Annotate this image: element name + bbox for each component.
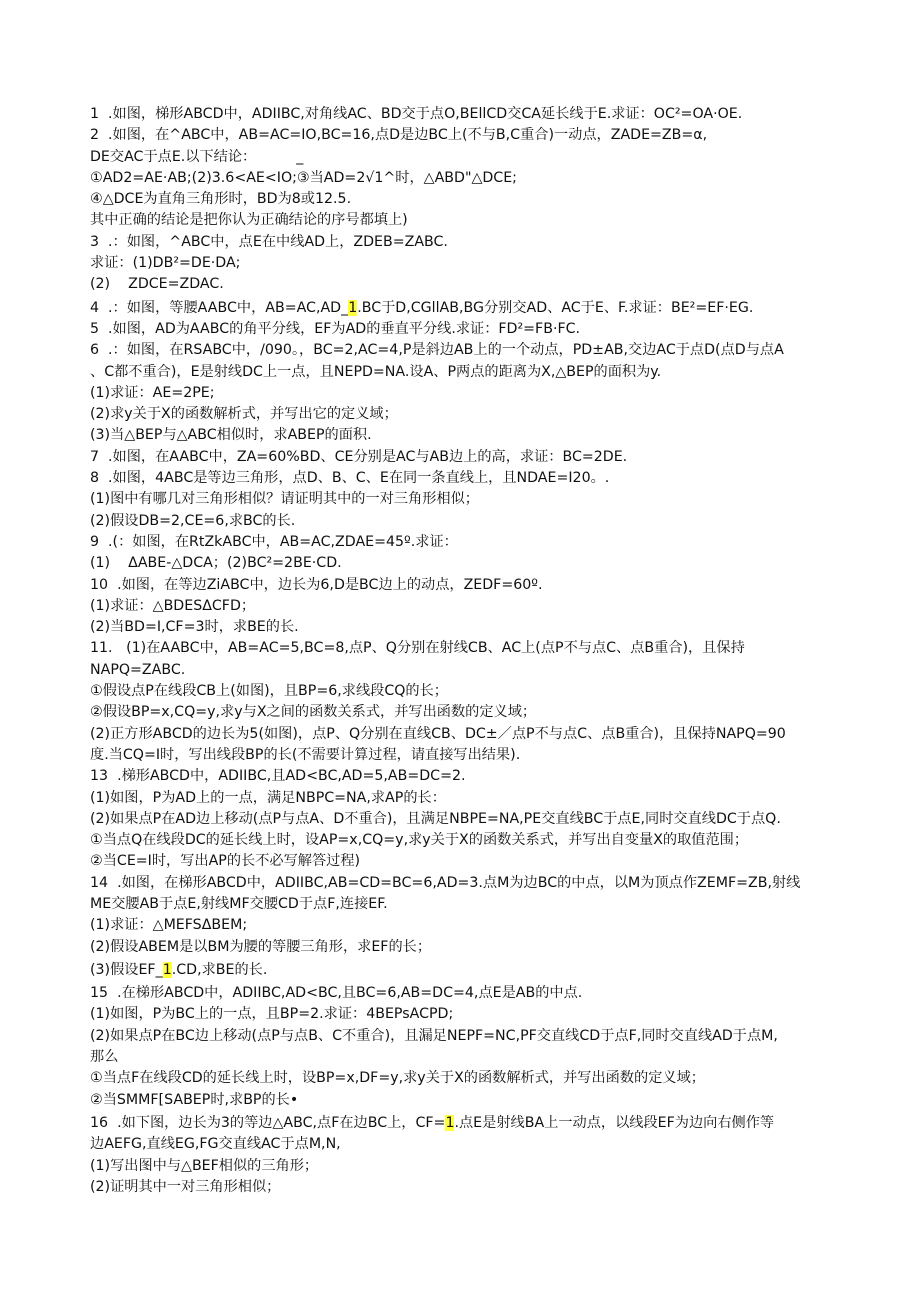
line-text: 边AEFG,直线EG,FG交直线AC于点M,N, <box>90 1136 341 1153</box>
line-text: 14 .如图，在梯形ABCD中，ADIIBC,AB=CD=BC=6,AD=3.点M为边BC的中点，以M为顶点作ZEMF=ZB,射线 <box>90 874 801 891</box>
text-line <box>90 745 860 766</box>
line-text: 2 .如图，在^ABC中，AB=AC=IO,BC=16,点D是边BC上(不与B,C重合)一动点，ZADE=ZB=α, <box>90 127 708 144</box>
line-text: 、C都不重合)，E是射线DC上一点，且NEPD=NA.设A、P两点的距离为X,△BEP的面积为y. <box>90 363 662 380</box>
text-line <box>90 724 860 745</box>
line-text: 7 .如图，在AABC中，ZA=60%BD、CE分别是AC与AB边上的高，求证：BC=2DE. <box>90 448 628 465</box>
line-text: ④△DCE为直角三角形时，BD为8或12.5. <box>90 191 352 208</box>
text-line <box>90 1047 860 1068</box>
line-text: (2) ZDCE=ZDAC. <box>90 276 224 293</box>
highlighted-text: 1 <box>348 299 358 316</box>
line-text: (2)如果点P在AD边上移动(点P与点A、D不重合)，且满足NBPE=NA,PE交直线BC于点E,同时交直线DC于点Q. <box>90 810 781 827</box>
text-line <box>90 168 860 189</box>
line-text: ②假设BP=x,CQ=y,求y与X之间的函数关系式，并写出函数的定义域； <box>90 704 537 721</box>
line-text: (1)写出图中与△BEF相似的三角形； <box>90 1157 319 1174</box>
text-line <box>90 404 860 425</box>
line-text: (2)假设DB=2,CE=6,求BC的长. <box>90 512 296 529</box>
text-line <box>90 1004 860 1025</box>
line-text: (1)求证：△BDESΔCFD； <box>90 597 256 614</box>
text-line <box>90 638 860 659</box>
line-text: 6 .：如图，在RSABC中，/090。，BC=2,AC=4,P是斜边AB上的一个动点，PD±AB,交边AC于点D(点D与点A <box>90 342 784 359</box>
line-text: (2)假设ABEM是以BM为腰的等腰三角形，求EF的长； <box>90 938 432 955</box>
line-text: ①当点F在线段CD的延长线上时，设BP=x,DF=y,求y关于X的函数解析式，并写出函数的定义域； <box>90 1070 705 1087</box>
problem-list <box>90 104 860 1198</box>
line-text: (1)如图，P为AD上的一点，满足NBPC=NA,求AP的长： <box>90 789 446 806</box>
text-line <box>90 681 860 702</box>
line-text: 11. (1)在AABC中，AB=AC=5,BC=8,点P、Q分别在射线CB、AC上(点P不与点C、点B重合)，且保持 <box>90 640 745 657</box>
text-line <box>90 894 860 915</box>
line-text: 度.当CQ=I时，写出线段BP的长(不需要计算过程，请直接写出结果). <box>90 746 521 763</box>
text-line <box>90 232 860 253</box>
text-line <box>90 830 860 851</box>
text-line <box>90 851 860 872</box>
text-line <box>90 1090 860 1111</box>
line-text: (2)求y关于X的函数解析式，并写出它的定义域； <box>90 406 398 423</box>
line-text: 求证：(1)DB²=DE·DA; <box>90 255 241 272</box>
text-line <box>90 425 860 446</box>
text-line <box>90 274 860 295</box>
text-line <box>90 340 860 361</box>
line-text: ME交腰AB于点E,射线MF交腰CD于点F,连接EF. <box>90 895 388 912</box>
line-text: 3 .：如图，^ABC中，点E在中线AD上，ZDEB=ZABC. <box>90 233 448 250</box>
line-text: 那么 <box>90 1049 119 1066</box>
line-text: (2)证明其中一对三角形相似； <box>90 1178 281 1195</box>
text-line <box>90 873 860 894</box>
text-line <box>90 1134 860 1155</box>
line-text: (1)求证：△MEFSΔBEM; <box>90 917 248 934</box>
line-text: .点E是射线BA上一动点，以线段EF为边向右侧作等 <box>454 1114 775 1131</box>
line-text: DE交AC于点E.以下结论： <box>90 148 257 165</box>
line-text: 9 .(：如图，在RtZkABC中，AB=AC,ZDAE=45º.求证： <box>90 533 458 550</box>
line-text: 16 .如下图，边长为3的等边△ABC,点F在边BC上，CF= <box>90 1114 446 1131</box>
text-line <box>90 596 860 617</box>
text-line <box>90 532 860 553</box>
text-line <box>90 189 860 210</box>
line-text: (1) ΔABE-△DCA；(2)BC²=2BE·CD. <box>90 555 342 572</box>
line-text: ①当点Q在线段DC的延长线上时，设AP=x,CQ=y,求y关于X的函数关系式，并写出自变量X的取值范围； <box>90 832 749 849</box>
text-line <box>90 147 860 168</box>
text-line <box>90 809 860 830</box>
line-text: .BC于D,CGllAB,BG分别交AD、AC于E、F.求证：BE²=EF·EG. <box>357 299 754 316</box>
line-text: (2)正方形ABCD的边长为5(如图)，点P、Q分别在直线CB、DC±／点P不与点C、点B重合)，且保持NAPQ=90 <box>90 725 786 742</box>
text-line <box>90 468 860 489</box>
text-line <box>90 104 860 125</box>
line-text: 8 .如图，4ABC是等边三角形，点D、B、C、E在同一条直线上，且NDAE=I20。. <box>90 470 610 487</box>
text-line <box>90 253 860 274</box>
text-line <box>90 660 860 681</box>
text-line <box>90 702 860 723</box>
line-text: NAPQ=ZABC. <box>90 661 186 678</box>
highlighted-text: 1 <box>162 961 172 978</box>
highlighted-text: 1 <box>445 1114 455 1131</box>
text-line <box>90 788 860 809</box>
text-line <box>90 383 860 404</box>
line-text: (2)当BD=I,CF=3时，求BE的长. <box>90 619 299 636</box>
text-line <box>90 1026 860 1047</box>
text-line <box>90 575 860 596</box>
line-text: .CD,求BE的长. <box>171 961 268 978</box>
line-text: ①假设点P在线段CB上(如图)，且BP=6,求线段CQ的长； <box>90 683 448 700</box>
line-text: ②当CE=I时，写出AP的长不必写解答过程) <box>90 853 361 870</box>
line-text: 15 .在梯形ABCD中，ADIIBC,AD<BC,且BC=6,AB=DC=4,点E是AB的中点. <box>90 985 583 1002</box>
text-line <box>90 1113 860 1134</box>
text-line <box>90 617 860 638</box>
text-line <box>90 362 860 383</box>
line-text: (1)求证：AE=2PE; <box>90 384 215 401</box>
line-text: 1 .如图，梯形ABCD中，ADIIBC,对角线AC、BD交于点O,BEllCD交CA延长线于E.求证：OC²=OA·OE. <box>90 106 743 122</box>
text-line <box>90 553 860 574</box>
line-text: ①AD2=AE·AB;(2)3.6<AE<IO;③当AD=2√1^时，△ABD"△DCE; <box>90 169 517 186</box>
text-line <box>90 447 860 468</box>
line-text: ②当SMMF[SABEP时,求BP的长• <box>90 1091 299 1108</box>
stray-mark: _ <box>296 148 304 165</box>
text-line <box>90 210 860 231</box>
text-line <box>90 983 860 1004</box>
text-line <box>90 1177 860 1198</box>
text-line <box>90 298 860 319</box>
text-line <box>90 489 860 510</box>
line-text: 13 .梯形ABCD中，ADIIBC,且AD<BC,AD=5,AB=DC=2. <box>90 768 466 785</box>
line-text: 4 .：如图，等腰AABC中，AB=AC,AD_ <box>90 299 349 316</box>
text-line <box>90 915 860 936</box>
text-line <box>90 766 860 787</box>
text-line <box>90 960 860 981</box>
line-text: (3)当△BEP与△ABC相似时，求ABEP的面积. <box>90 427 372 444</box>
line-text: (3)假设EF_ <box>90 961 163 978</box>
line-text: 5 .如图，AD为AABC的角平分线，EF为AD的垂直平分线.求证：FD²=FB·FC. <box>90 320 581 337</box>
text-line <box>90 1156 860 1177</box>
line-text: (2)如果点P在BC边上移动(点P与点B、C不重合)，且漏足NEPF=NC,PF交直线CD于点F,同时交直线AD于点M, <box>90 1027 778 1044</box>
text-line <box>90 319 860 340</box>
text-line <box>90 511 860 532</box>
line-text: (1)如图，P为BC上的一点，且BP=2.求证：4BEPsACPD; <box>90 1006 454 1023</box>
text-line <box>90 125 860 146</box>
line-text: 其中正确的结论是把你认为正确结论的序号都填上) <box>90 212 408 229</box>
text-line <box>90 937 860 958</box>
text-line <box>90 1068 860 1089</box>
line-text: 10 .如图，在等边ZiABC中，边长为6,D是BC边上的动点，ZEDF=60º. <box>90 576 543 593</box>
line-text: (1)图中有哪几对三角形相似？请证明其中的一对三角形相似； <box>90 491 479 508</box>
